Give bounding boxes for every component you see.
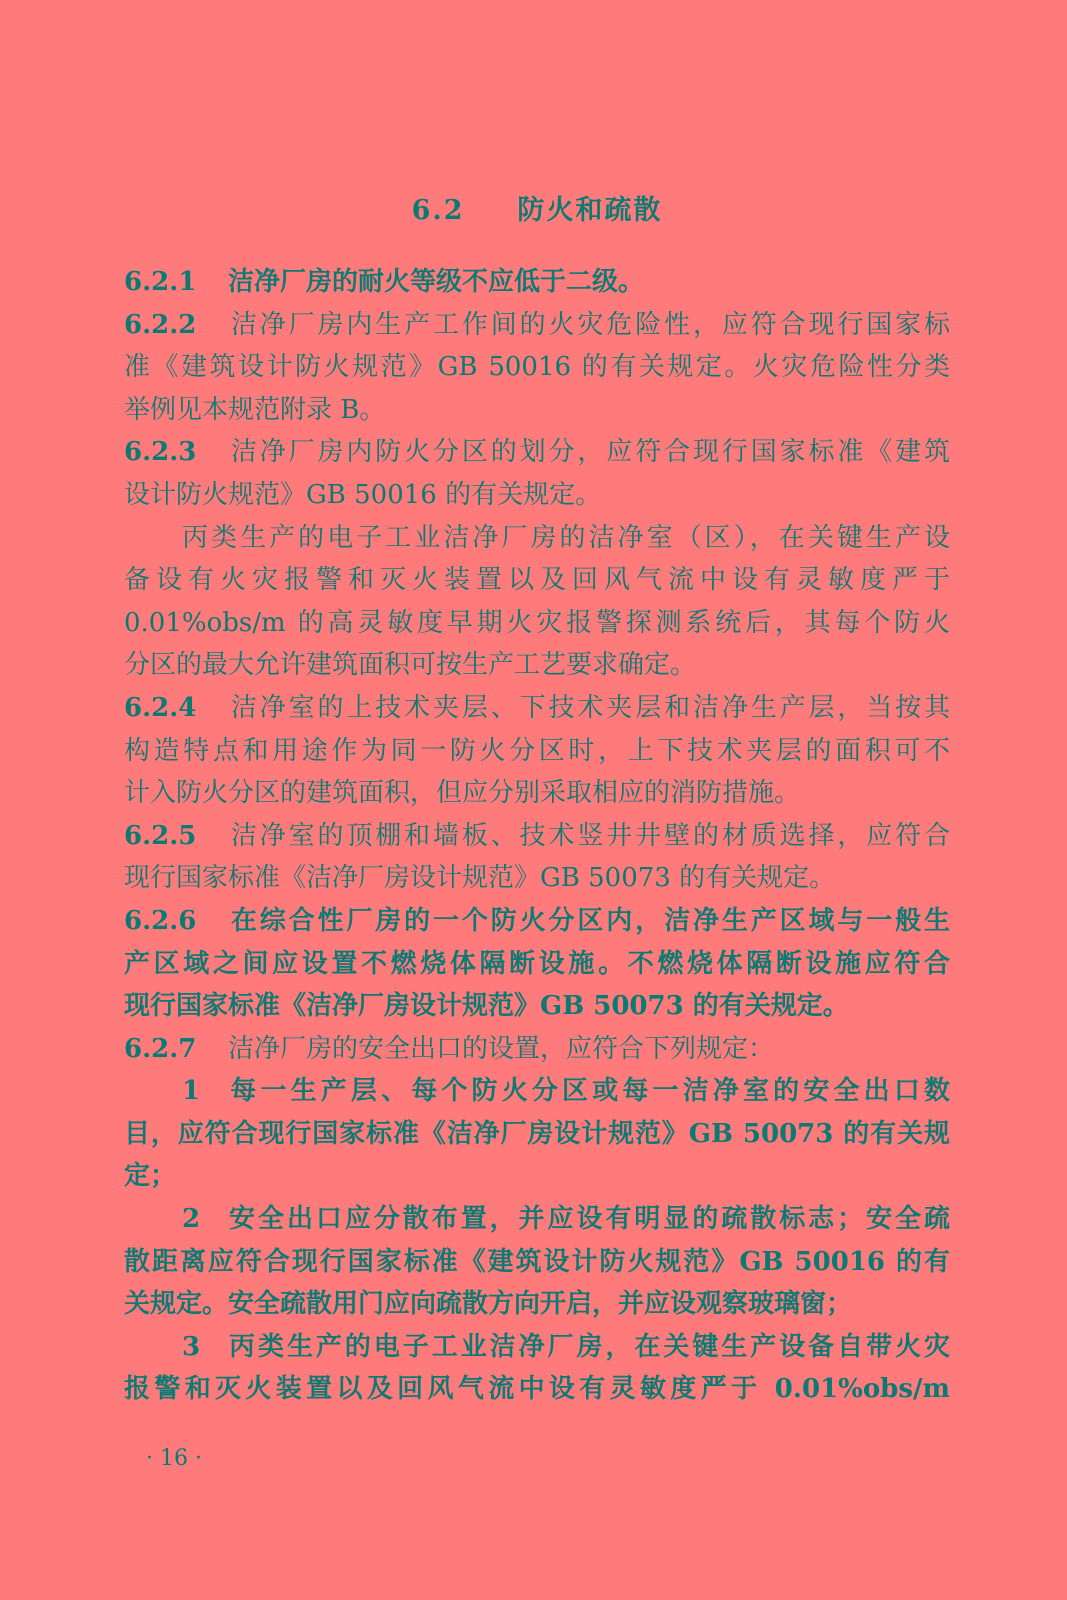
document-page bbox=[124, 188, 950, 1411]
clause-text-line: 计入防火分区的建筑面积，但应分别采取相应的消防措施。 bbox=[124, 778, 801, 809]
list-item-text: 丙类生产的电子工业洁净厂房，在关键生产设备自带火灾 bbox=[226, 1331, 950, 1362]
clause-text-line: 准《建筑设计防火规范》GB 50016 的有关规定。火灾危险性分类 bbox=[124, 352, 950, 383]
clause-text-line: 产区域之间应设置不燃烧体隔断设施。不燃烧体隔断设施应符合 bbox=[124, 948, 950, 979]
paragraph-line: 分区的最大允许建筑面积可按生产工艺要求确定。 bbox=[124, 650, 697, 681]
clause-text-line: 构造特点和用途作为同一防火分区时，上下技术夹层的面积可不 bbox=[124, 735, 950, 766]
clause-6-2-6 bbox=[124, 900, 950, 1028]
clause-6-2-5 bbox=[124, 815, 950, 900]
page-number: · 16 · bbox=[146, 1446, 202, 1471]
clause-6-2-4 bbox=[124, 687, 950, 815]
clause-number: 6.2.4 bbox=[124, 692, 197, 723]
list-item-text: 安全出口应分散布置，并应设有明显的疏散标志；安全疏 bbox=[226, 1204, 950, 1235]
clause-6-2-3 bbox=[124, 431, 950, 687]
clause-text-line: 洁净室的上技术夹层、下技术夹层和洁净生产层，当按其 bbox=[228, 692, 950, 723]
clause-number: 6.2.2 bbox=[124, 309, 197, 340]
list-item-number: 1 bbox=[182, 1076, 201, 1107]
list-item-text: 目，应符合现行国家标准《洁净厂房设计规范》GB 50073 的有关规 bbox=[124, 1118, 950, 1149]
list-item-text: 每一生产层、每个防火分区或每一洁净室的安全出口数 bbox=[226, 1076, 950, 1107]
clause-text-line: 现行国家标准《洁净厂房设计规范》GB 50073 的有关规定。 bbox=[124, 991, 849, 1022]
paragraph-line: 0.01%obs/m 的高灵敏度早期火灾报警探测系统后，其每个防火 bbox=[124, 607, 950, 638]
clause-text-line: 洁净室的顶棚和墙板、技术竖井井壁的材质选择，应符合 bbox=[228, 820, 950, 851]
clause-text-line: 在综合性厂房的一个防火分区内，洁净生产区域与一般生 bbox=[228, 905, 950, 936]
clause-text-line: 现行国家标准《洁净厂房设计规范》GB 50073 的有关规定。 bbox=[124, 863, 836, 894]
section-heading bbox=[124, 188, 950, 227]
clause-text-line: 举例见本规范附录 B。 bbox=[124, 394, 386, 425]
clause-6-2-2 bbox=[124, 304, 950, 432]
clause-text-line: 洁净厂房的安全出口的设置，应符合下列规定： bbox=[228, 1033, 775, 1064]
clause-number: 6.2.6 bbox=[124, 905, 197, 936]
paragraph-line: 丙类生产的电子工业洁净厂房的洁净室（区），在关键生产设 bbox=[182, 522, 950, 553]
section-number: 6.2 bbox=[411, 195, 465, 226]
clause-text-line: 设计防火规范》GB 50016 的有关规定。 bbox=[124, 479, 602, 510]
section-title-text: 防火和疏散 bbox=[517, 195, 663, 226]
list-item-text: 散距离应符合现行国家标准《建筑设计防火规范》GB 50016 的有 bbox=[124, 1246, 950, 1277]
list-item-number: 3 bbox=[182, 1331, 201, 1362]
clause-number: 6.2.5 bbox=[124, 820, 197, 851]
clause-text-line: 洁净厂房内生产工作间的火灾危险性，应符合现行国家标 bbox=[228, 309, 950, 340]
clause-number: 6.2.7 bbox=[124, 1033, 197, 1064]
list-item-1 bbox=[124, 1070, 950, 1198]
paragraph-line: 备设有火灾报警和灭火装置以及回风气流中设有灵敏度严于 bbox=[124, 565, 950, 596]
list-item-3 bbox=[124, 1326, 950, 1411]
list-item-text: 定； bbox=[124, 1161, 177, 1192]
list-item-number: 2 bbox=[182, 1204, 201, 1235]
clause-text-line: 洁净厂房内防火分区的划分，应符合现行国家标准《建筑 bbox=[228, 437, 950, 468]
list-item-text: 关规定。安全疏散用门应向疏散方向开启，并应设观察玻璃窗； bbox=[124, 1289, 853, 1320]
clause-number: 6.2.1 bbox=[124, 267, 197, 297]
clause-6-2-1 bbox=[124, 261, 950, 304]
clause-number: 6.2.3 bbox=[124, 437, 197, 468]
list-item-2 bbox=[124, 1198, 950, 1326]
clause-text: 洁净厂房的耐火等级不应低于二级。 bbox=[228, 267, 645, 297]
clause-6-2-7 bbox=[124, 1028, 950, 1411]
list-item-text: 报警和灭火装置以及回风气流中设有灵敏度严于 0.01%obs/m bbox=[124, 1374, 950, 1405]
